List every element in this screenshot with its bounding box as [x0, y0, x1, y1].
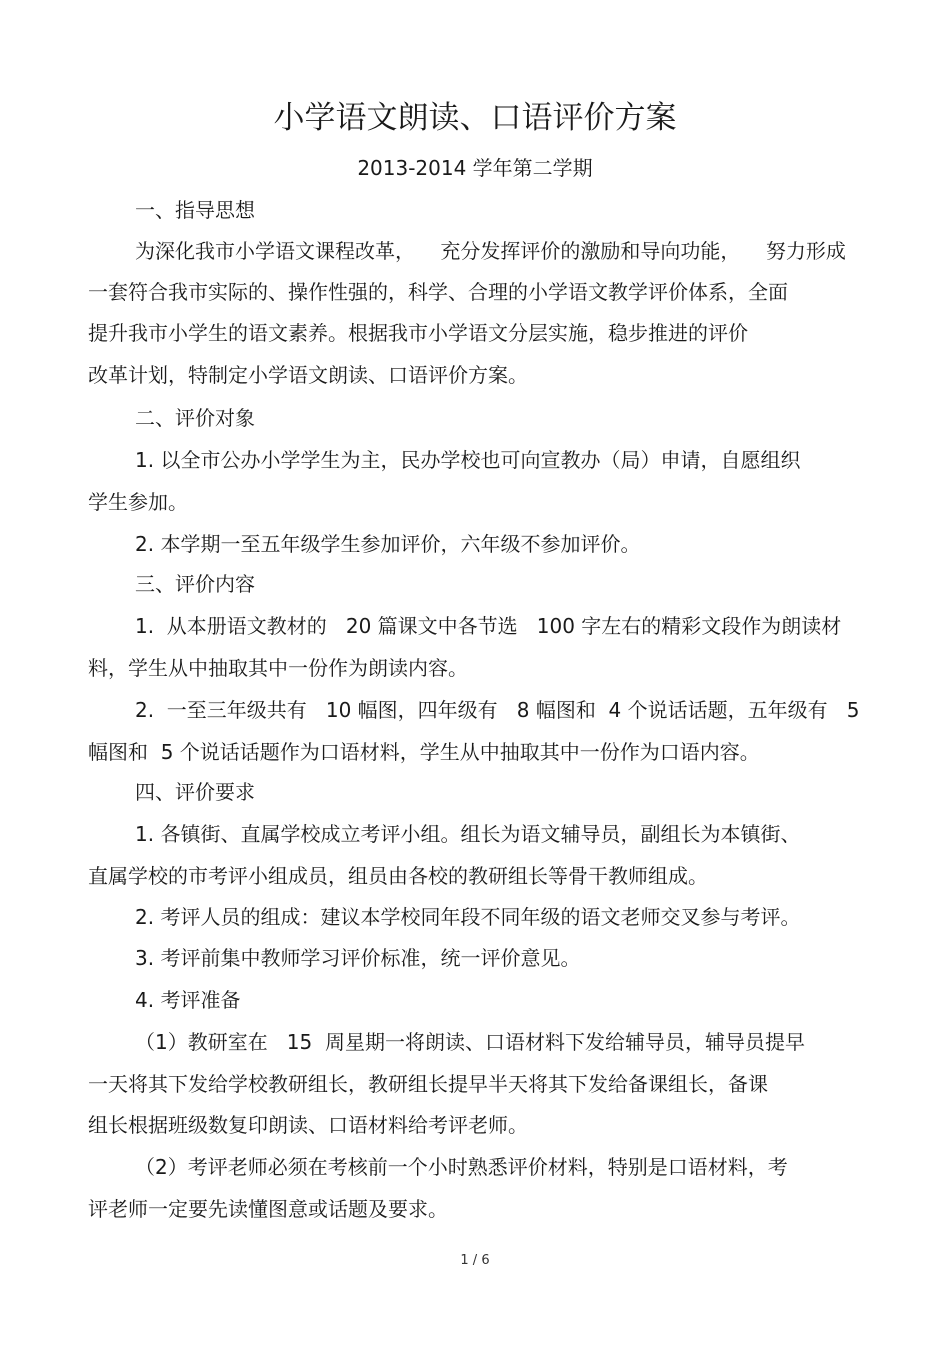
paragraph-line: 3. 考评前集中教师学习评价标准，统一评价意见。 [135, 946, 581, 970]
paragraph-line: 一天将其下发给学校教研组长，教研组长提早半天将其下发给备课组长，备课 [88, 1072, 768, 1096]
paragraph-line: 改革计划，特制定小学语文朗读、口语评价方案。 [88, 363, 528, 387]
paragraph-line: 2. 一至三年级共有 10 幅图，四年级有 8 幅图和 4 个说话话题，五年级有 5 [135, 698, 860, 722]
paragraph-line: 组长根据班级数复印朗读、口语材料给考评老师。 [88, 1113, 528, 1137]
section-heading-evaluation-content: 三、评价内容 [135, 572, 255, 596]
paragraph-line: 为深化我市小学语文课程改革， 充分发挥评价的激励和导向功能， 努力形成 [135, 239, 846, 263]
section-heading-guiding-ideology: 一、指导思想 [135, 198, 255, 222]
page-number: 1 / 6 [460, 1253, 490, 1268]
paragraph-line: 2. 本学期一至五年级学生参加评价，六年级不参加评价。 [135, 532, 641, 556]
section-heading-evaluation-targets: 二、评价对象 [135, 406, 255, 430]
paragraph-line: 料，学生从中抽取其中一份作为朗读内容。 [88, 656, 468, 680]
paragraph-line: 4. 考评准备 [135, 988, 241, 1012]
paragraph-line: 学生参加。 [88, 490, 188, 514]
paragraph-line: 一套符合我市实际的、操作性强的，科学、合理的小学语文教学评价体系，全面 [88, 280, 788, 304]
paragraph-line: 2. 考评人员的组成：建议本学校同年段不同年级的语文老师交叉参与考评。 [135, 905, 801, 929]
paragraph-line: （2）考评老师必须在考核前一个小时熟悉评价材料，特别是口语材料，考 [135, 1155, 788, 1179]
document-subtitle: 2013-2014 学年第二学期 [357, 156, 593, 180]
paragraph-line: 评老师一定要先读懂图意或话题及要求。 [88, 1197, 448, 1221]
paragraph-line: 1. 从本册语文教材的 20 篇课文中各节选 100 字左右的精彩文段作为朗读材 [135, 614, 842, 638]
paragraph-line: 幅图和 5 个说话话题作为口语材料，学生从中抽取其中一份作为口语内容。 [88, 740, 760, 764]
paragraph-line: 直属学校的市考评小组成员，组员由各校的教研组长等骨干教师组成。 [88, 864, 708, 888]
paragraph-line: （1）教研室在 15 周星期一将朗读、口语材料下发给辅导员，辅导员提早 [135, 1030, 805, 1054]
document-title: 小学语文朗读、口语评价方案 [273, 100, 677, 136]
paragraph-line: 1. 各镇街、直属学校成立考评小组。组长为语文辅导员，副组长为本镇街、 [135, 822, 801, 846]
paragraph-line: 提升我市小学生的语文素养。根据我市小学语文分层实施，稳步推进的评价 [88, 321, 748, 345]
section-heading-evaluation-requirements: 四、评价要求 [135, 780, 255, 804]
paragraph-line: 1. 以全市公办小学学生为主，民办学校也可向宣教办（局）申请，自愿组织 [135, 448, 801, 472]
